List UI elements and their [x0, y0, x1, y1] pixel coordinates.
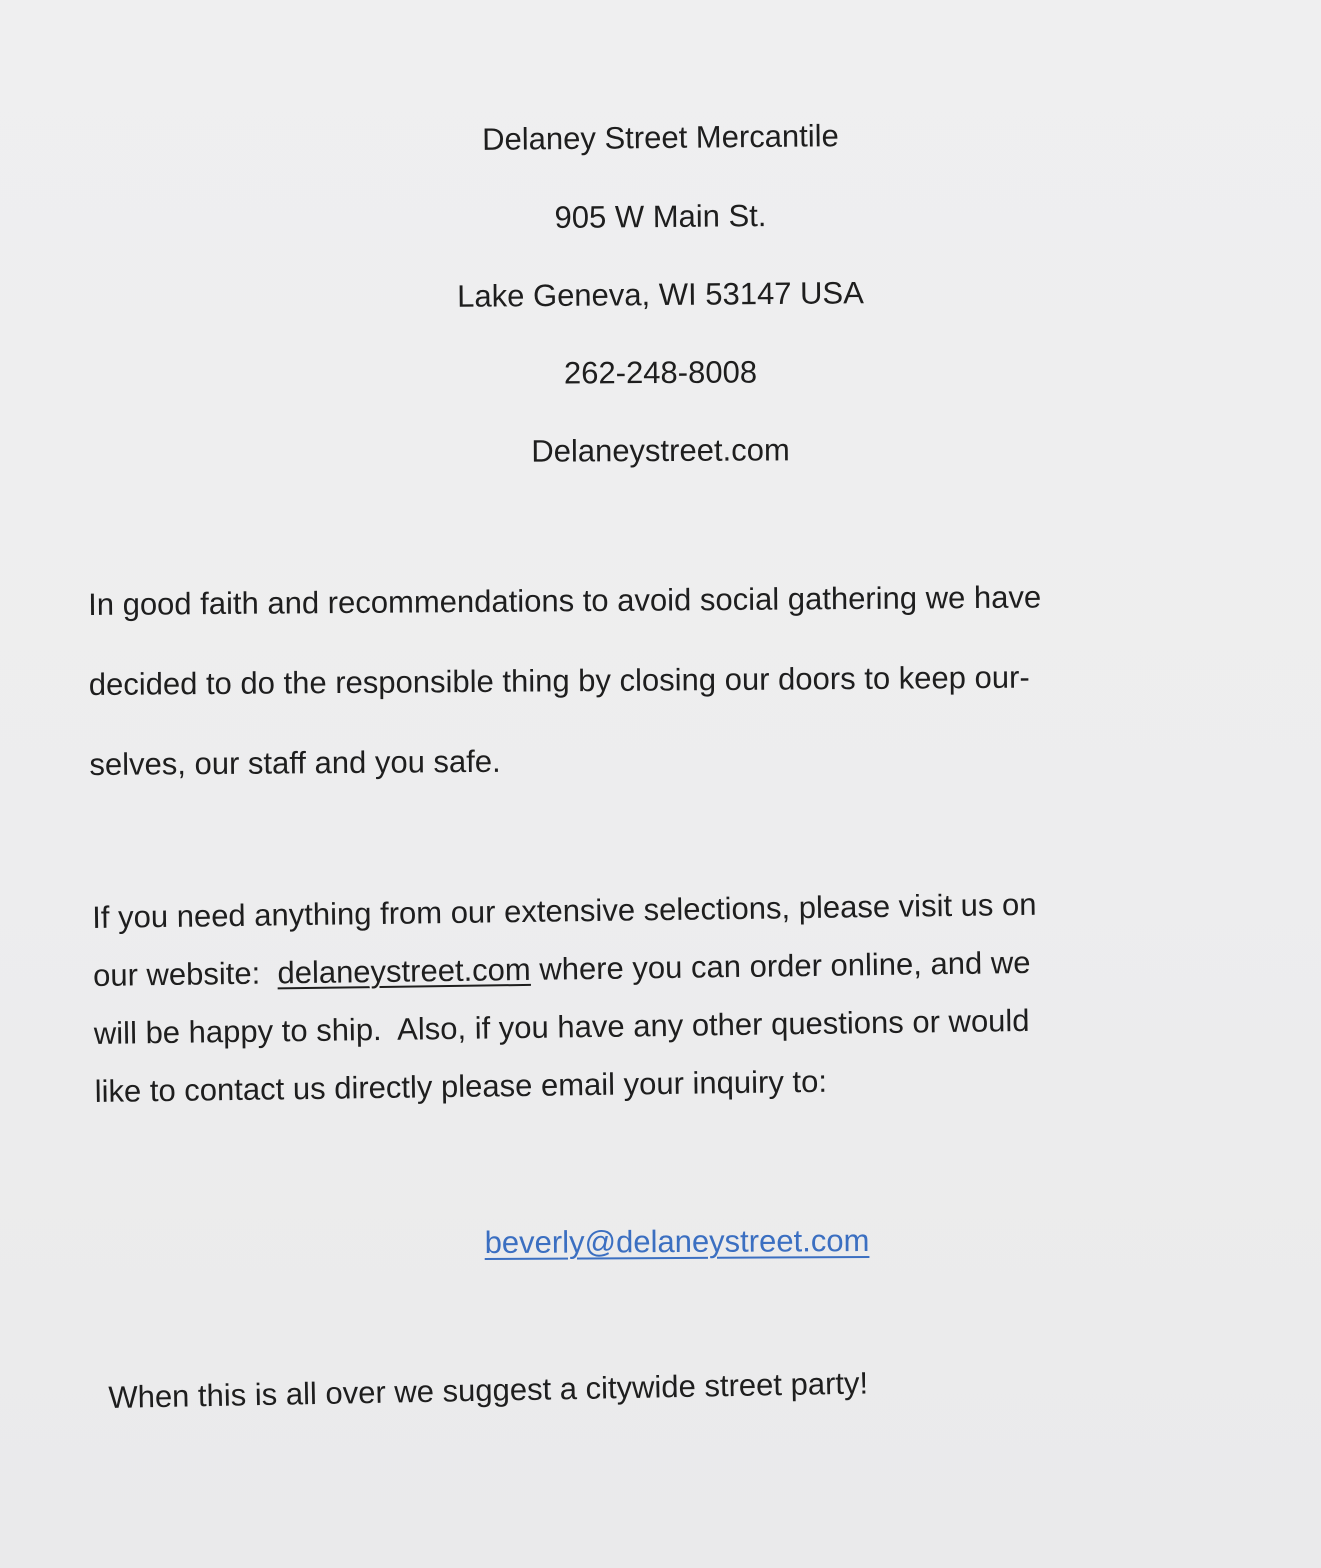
order-line	[93, 943, 1031, 996]
closure-line: decided to do the responsible thing by closing our doors to keep our-	[88, 659, 1030, 702]
website-link[interactable]: delaneystreet.com	[277, 951, 531, 991]
closing-line: When this is all over we suggest a citywide street party!	[108, 1365, 869, 1415]
phone-number: 262-248-8008	[563, 354, 758, 391]
address-street: 905 W Main St.	[554, 198, 767, 235]
email-link[interactable]: beverly@delaneystreet.com	[484, 1222, 870, 1261]
order-line: If you need anything from our extensive selections, please visit us on	[92, 886, 1037, 935]
closure-line: In good faith and recommendations to avoid social gathering we have	[88, 579, 1042, 622]
website-header: Delaneystreet.com	[531, 432, 790, 469]
order-line: will be happy to ship. Also, if you have any other questions or would	[93, 1002, 1030, 1051]
closure-line: selves, our staff and you safe.	[89, 743, 501, 782]
order-line-suffix: where you can order online, and we	[530, 944, 1031, 987]
address-city: Lake Geneva, WI 53147 USA	[457, 275, 864, 314]
order-line: like to contact us directly please email your inquiry to:	[94, 1063, 828, 1109]
store-name: Delaney Street Mercantile	[481, 118, 839, 157]
order-line-prefix: our website:	[92, 955, 278, 993]
